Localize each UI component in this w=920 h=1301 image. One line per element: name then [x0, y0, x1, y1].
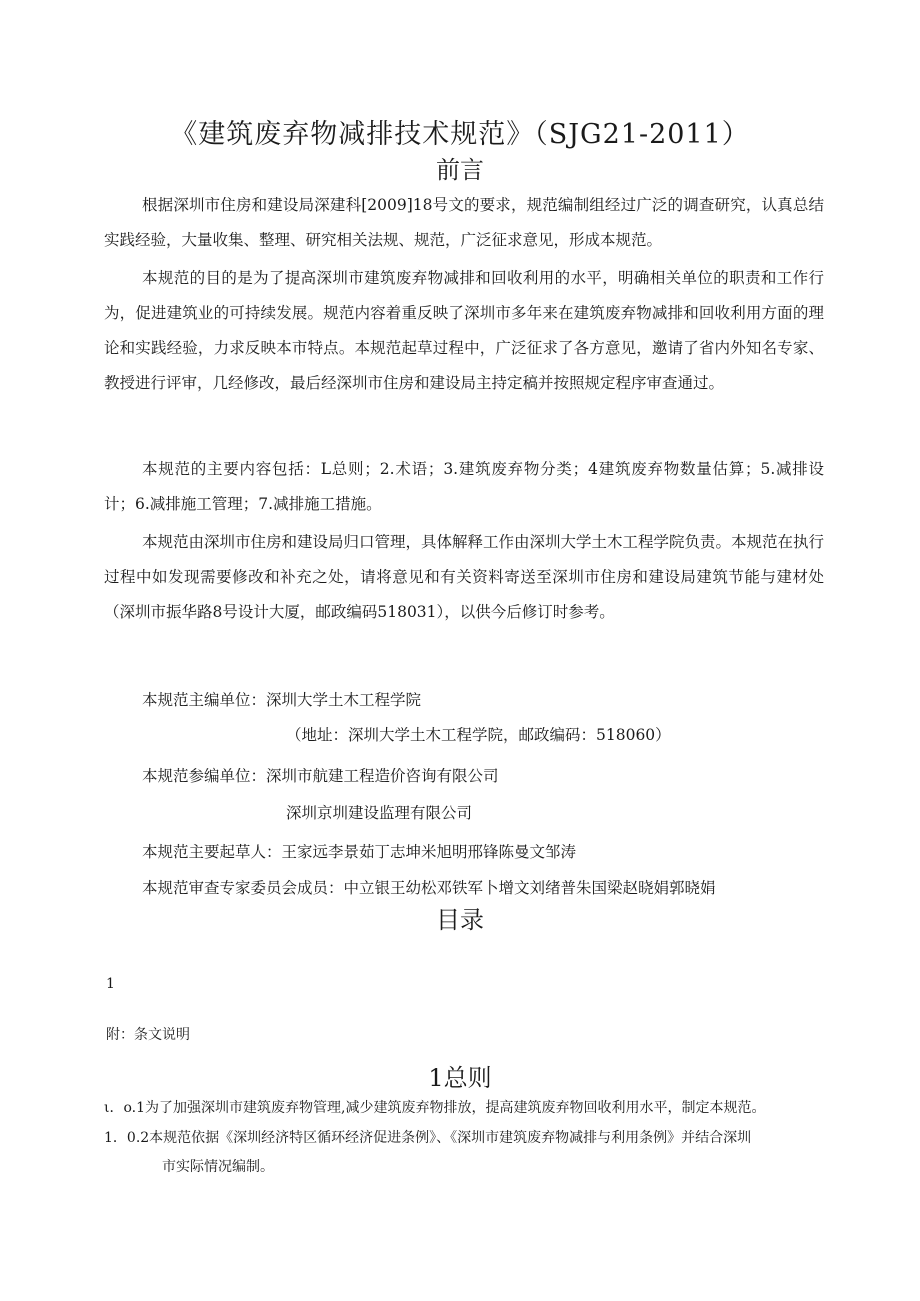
toc-heading: 目录: [436, 906, 484, 934]
toc-item: 1: [106, 976, 115, 992]
preface-paragraph-2: 本规范的目的是为了提高深圳市建筑废弃物减排和回收利用的水平，明确相关单位的职责和工作行为，促进建筑业的可持续发展。规范内容着重反映了深圳市多年来在建筑废弃物减排和回收利用方面的理论和实践经验，力求反映本市特点。本规范起草过程中，广泛征求了各方意见，邀请了省内外知名专家、教授进行评审，几经修改，最后经深圳市住房和建设局主持定稿并按照规定程序审查通过。: [104, 269, 824, 392]
chief-editor-unit: 本规范主编单位：深圳大学土木工程学院: [142, 691, 422, 709]
drafters-list: 本规范主要起草人：王家远李景茹丁志坤米旭明邢锋陈曼文邹涛: [142, 843, 577, 861]
preface-paragraph-4: 本规范由深圳市住房和建设局归口管理，具体解释工作由深圳大学土木工程学院负责。本规范在执行过程中如发现需要修改和补充之处，请将意见和有关资料寄送至深圳市住房和建设局建筑节能与建材处（深圳市振华路8号设计大厦，邮政编码518031），以供今后修订时参考。: [104, 533, 825, 621]
chapter-1-heading: 1总则: [428, 1064, 492, 1092]
toc-appendix: 附：条文说明: [106, 1027, 190, 1043]
document-title: 《建筑废弃物减排技术规范》（SJG21-2011）: [170, 119, 750, 150]
clause-1-0-2-continued: 市实际情况编制。: [162, 1159, 274, 1175]
participating-unit-1: 本规范参编单位：深圳市航建工程造价咨询有限公司: [142, 767, 499, 785]
preface-heading: 前言: [436, 156, 484, 184]
clause-1-0-2: 1．0.2本规范依据《深圳经济特区循环经济促进条例》、《深圳市建筑废弃物减排与利用条例》并结合深圳: [104, 1130, 752, 1146]
preface-paragraph-3: 本规范的主要内容包括：L总则；2.术语；3.建筑废弃物分类；4建筑废弃物数量估算；5.减排设计；6.减排施工管理；7.减排施工措施。: [104, 460, 824, 513]
chief-editor-address: （地址：深圳大学土木工程学院，邮政编码：518060）: [286, 726, 671, 744]
clause-1-0-1: ι．o.1为了加强深圳市建筑废弃物管理,减少建筑废弃物排放，提高建筑废弃物回收利用水平，制定本规范。: [104, 1100, 766, 1116]
review-committee-list: 本规范审查专家委员会成员：中立银王幼松邓铁军卜增文刘绪普朱国梁赵晓娟郭晓娟: [142, 879, 716, 897]
participating-unit-2: 深圳京圳建设监理有限公司: [286, 804, 473, 822]
preface-paragraph-1: 根据深圳市住房和建设局深建科[2009]18号文的要求，规范编制组经过广泛的调查研究，认真总结实践经验，大量收集、整理、研究相关法规、规范，广泛征求意见，形成本规范。: [104, 196, 824, 249]
